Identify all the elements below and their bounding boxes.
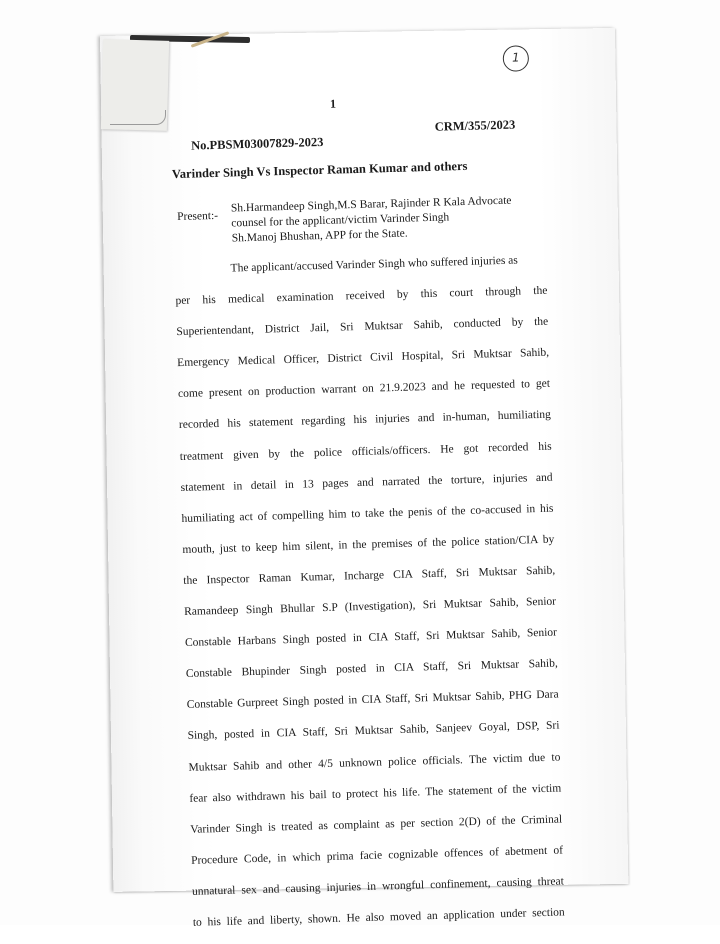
body-line: treatment given by the police officials/officers. He got recorded his [179, 440, 552, 463]
crm-number: CRM/355/2023 [434, 117, 516, 134]
body-line: come present on production warrant on 21.9.2023 and he requested to get [177, 378, 551, 401]
body-line: Ramandeep Singh Bhullar S.P (Investigation), Sri Muktsar Sahib, Senior [184, 595, 557, 618]
page-number: 1 [329, 96, 337, 111]
body-line: the Inspector Raman Kumar, Incharge CIA Staff, Sri Muktsar Sahib, [183, 564, 556, 587]
body-line: Constable Bhupinder Singh posted in CIA Staff, Sri Muktsar Sahib, [185, 657, 558, 681]
body-line: Muktsar Sahib and other 4/5 unknown police officials. The victim due to [188, 751, 561, 774]
handwritten-page-mark: 1 [502, 45, 529, 72]
body-line: unnatural sex and causing injuries in wrongful confinement, causing threat [191, 875, 565, 898]
body-line: Constable Gurpreet Singh posted in CIA Staff, Sri Muktsar Sahib, PHG Dara [186, 688, 559, 712]
body-line: Constable Harbans Singh posted in CIA Staff, Sri Muktsar Sahib, Senior [184, 626, 558, 650]
body-line: statement in detail in 13 pages and narrated the torture, injuries and [180, 471, 553, 494]
body-line: The applicant/accused Varinder Singh who suffered injuries as [230, 254, 518, 275]
order-body [174, 245, 565, 939]
case-title: Varinder Singh Vs Inspector Raman Kumar and others [171, 158, 468, 182]
present-line: Sh.Manoj Bhushan, APP for the State. [231, 227, 408, 245]
body-line: Procedure Code, in which prima facie cognizable offences of abetment of [190, 844, 564, 867]
body-line: Singh, posted in CIA Staff, Sri Muktsar Sahib, Sanjeev Goyal, DSP, Sri [187, 719, 560, 743]
body-line: Superientendant, District Jail, Sri Muktsar Sahib, conducted by the [176, 315, 549, 339]
present-label: Present:- [176, 209, 219, 224]
body-line: Emergency Medical Officer, District Civil Hospital, Sri Muktsar Sahib, [177, 346, 550, 370]
body-line: fear also withdrawn his bail to protect his life. The statement of the victim [189, 782, 562, 805]
body-line: to his life and liberty, shown. He also moved an application under section [192, 906, 565, 929]
body-line: per his medical examination received by this court through the [175, 284, 548, 308]
body-line: recorded his statement regarding his injuries and in-human, humiliating [178, 409, 551, 432]
present-line: counsel for the applicant/victim Varinder Singh [231, 211, 450, 230]
body-line: mouth, just to keep him silent, in the premises of the police station/CIA by [182, 533, 555, 556]
body-line: humiliating act of compelling him to take the penis of the co-accused in his [181, 502, 554, 525]
present-line: Sh.Harmandeep Singh,M.S Barar, Rajinder R Kala Advocate [230, 194, 512, 215]
present-block [231, 194, 513, 247]
case-number: No.PBSM03007829-2023 [190, 134, 324, 153]
body-line: Varinder Singh is treated as complaint as per section 2(D) of the Criminal [190, 813, 563, 836]
